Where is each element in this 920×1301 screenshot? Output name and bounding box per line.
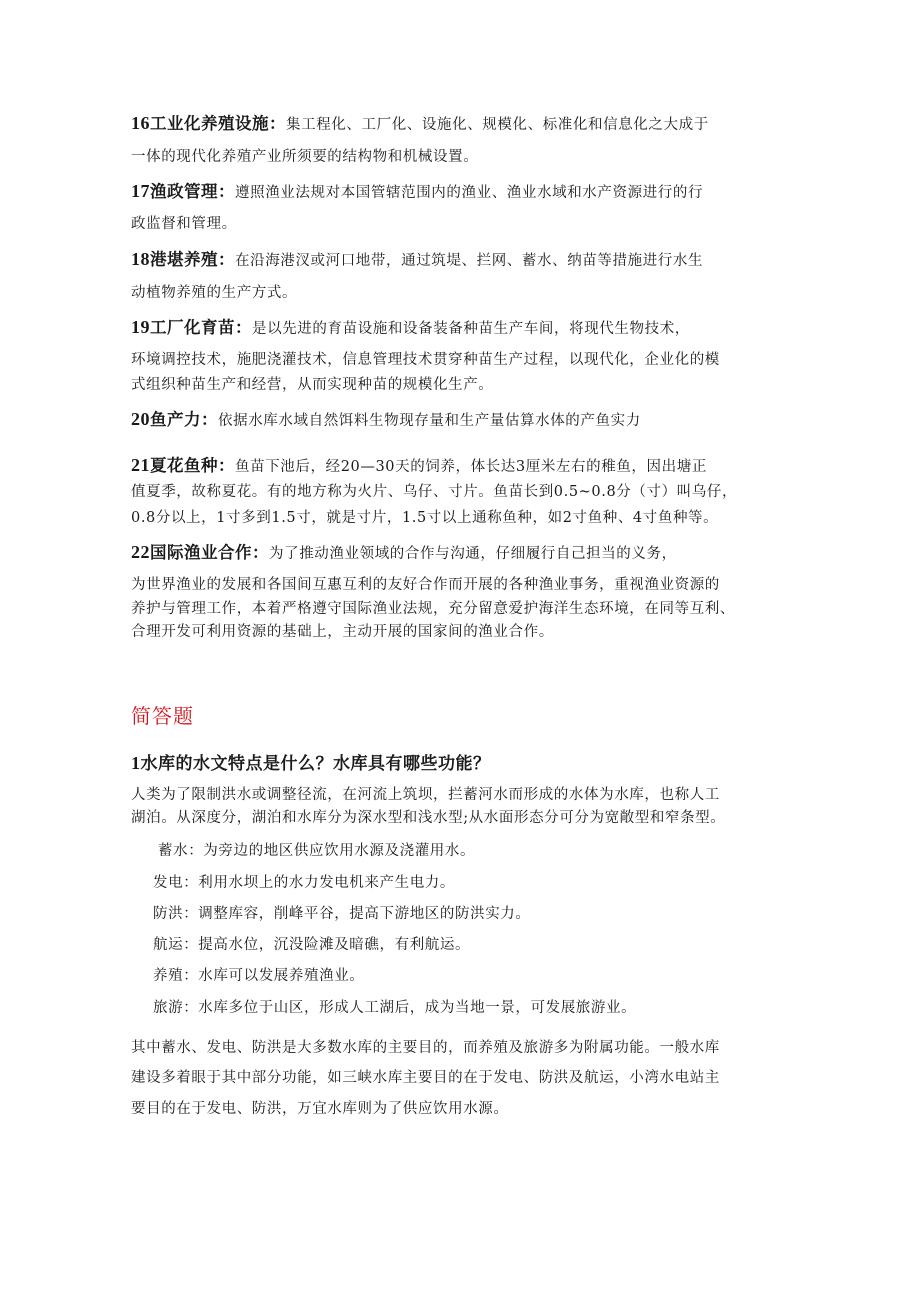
entry-20-line-1 bbox=[131, 409, 641, 431]
entry-17-line-2: 政监督和管理。 bbox=[131, 216, 237, 232]
entry-text: 集工程化、工厂化、设施化、规模化、标准化和信息化之大成于 bbox=[286, 117, 709, 133]
entry-number: 19 bbox=[131, 317, 150, 337]
function-item: 防洪：调整库容，削峰平谷，提高下游地区的防洪实力。 bbox=[153, 906, 531, 922]
entry-18-line-2: 动植物养殖的生产方式。 bbox=[131, 285, 298, 301]
entry-number: 16 bbox=[131, 113, 150, 133]
entry-term: 国际渔业合作： bbox=[150, 543, 269, 562]
entry-16-line-2: 一体的现代化养殖产业所须要的结构物和机械设置。 bbox=[131, 149, 479, 165]
answer-intro-line-1: 人类为了限制洪水或调整径流，在河流上筑坝，拦蓄河水而形成的水体为水库，也称人工 bbox=[131, 787, 720, 803]
entry-19-line-2: 环境调控技术，施肥浇灌技术，信息管理技术贯穿种苗生产过程，以现代化，企业化的模 bbox=[131, 352, 720, 368]
question-number: 1 bbox=[131, 753, 141, 773]
answer-intro-line-2: 湖泊。从深度分，湖泊和水库分为深水型和浅水型;从水面形态分可分为宽敞型和窄条型。 bbox=[131, 810, 726, 826]
answer-conclusion-line-1: 其中蓄水、发电、防洪是大多数水库的主要目的，而养殖及旅游多为附属功能。一般水库 bbox=[131, 1040, 720, 1056]
function-item: 蓄水：为旁边的地区供应饮用水源及浇灌用水。 bbox=[158, 843, 476, 859]
entry-16-line-1 bbox=[131, 113, 709, 135]
entry-18-line-1 bbox=[131, 249, 703, 271]
entry-number: 17 bbox=[131, 181, 150, 201]
section-title: 简答题 bbox=[131, 704, 194, 728]
entry-term: 工厂化育苗： bbox=[150, 318, 252, 337]
entry-22-line-4: 合理开发可利用资源的基础上，主动开展的国家间的渔业合作。 bbox=[131, 624, 554, 640]
entry-text: 鱼苗下池后，经20—30天的饲养，体长达3厘米左右的稚鱼，因出塘正 bbox=[235, 459, 707, 475]
entry-text: 依据水库水域自然饵料生物现存量和生产量估算水体的产鱼实力 bbox=[218, 413, 641, 429]
entry-22-line-3: 养护与管理工作，本着严格遵守国际渔业法规，充分留意爱护海洋生态环境，在同等互利、 bbox=[131, 601, 735, 617]
entry-term: 港堪养殖： bbox=[150, 250, 235, 269]
entry-term: 夏花鱼种： bbox=[150, 456, 235, 475]
entry-term: 渔政管理： bbox=[150, 182, 235, 201]
entry-21-line-3: 0.8分以上，1寸多到1.5寸，就是寸片，1.5寸以上通称鱼种，如2寸鱼种、4寸鱼种等。 bbox=[131, 510, 719, 526]
function-item: 养殖：水库可以发展养殖渔业。 bbox=[153, 968, 365, 984]
entry-number: 22 bbox=[131, 542, 150, 562]
entry-term: 工业化养殖设施： bbox=[150, 114, 286, 133]
entry-text: 遵照渔业法规对本国管辖范围内的渔业、渔业水域和水产资源进行的行 bbox=[235, 185, 704, 201]
entry-number: 21 bbox=[131, 455, 150, 475]
answer-conclusion-line-2: 建设多着眼于其中部分功能，如三峡水库主要目的在于发电、防洪及航运，小湾水电站主 bbox=[131, 1070, 720, 1086]
entry-number: 20 bbox=[131, 409, 150, 429]
entry-text: 在沿海港汊或河口地带，通过筑堤、拦网、蓄水、纳苗等措施进行水生 bbox=[235, 253, 704, 269]
entry-19-line-1 bbox=[131, 317, 690, 339]
function-item: 发电：利用水坝上的水力发电机来产生电力。 bbox=[153, 875, 455, 891]
function-item: 航运：提高水位，沉没险滩及暗礁，有利航运。 bbox=[153, 937, 471, 953]
entry-number: 18 bbox=[131, 249, 150, 269]
entry-19-line-3: 式组织种苗生产和经营，从而实现种苗的规模化生产。 bbox=[131, 377, 494, 393]
function-item: 旅游：水库多位于山区，形成人工湖后，成为当地一景，可发展旅游业。 bbox=[153, 1000, 637, 1016]
entry-17-line-1 bbox=[131, 181, 703, 203]
question-text: 水库的水文特点是什么？水库具有哪些功能？ bbox=[140, 754, 491, 774]
entry-21-line-2: 值夏季，故称夏花。有的地方称为火片、乌仔、寸片。鱼苗长到0.5~0.8分（寸）叫乌仔， bbox=[131, 484, 738, 500]
entry-text: 为了推动渔业领域的合作与沟通，仔细履行自己担当的义务， bbox=[269, 546, 677, 562]
entry-text: 是以先进的育苗设施和设备装备种苗生产车间，将现代生物技术， bbox=[252, 321, 690, 337]
entry-21-line-1 bbox=[131, 455, 707, 477]
entry-term: 鱼产力： bbox=[150, 410, 218, 429]
question-title bbox=[131, 752, 491, 775]
entry-22-line-2: 为世界渔业的发展和各国间互惠互利的友好合作而开展的各种渔业事务，重视渔业资源的 bbox=[131, 577, 720, 593]
entry-22-line-1 bbox=[131, 542, 677, 564]
answer-conclusion-line-3: 要目的在于发电、防洪，万宜水库则为了供应饮用水源。 bbox=[131, 1101, 509, 1117]
